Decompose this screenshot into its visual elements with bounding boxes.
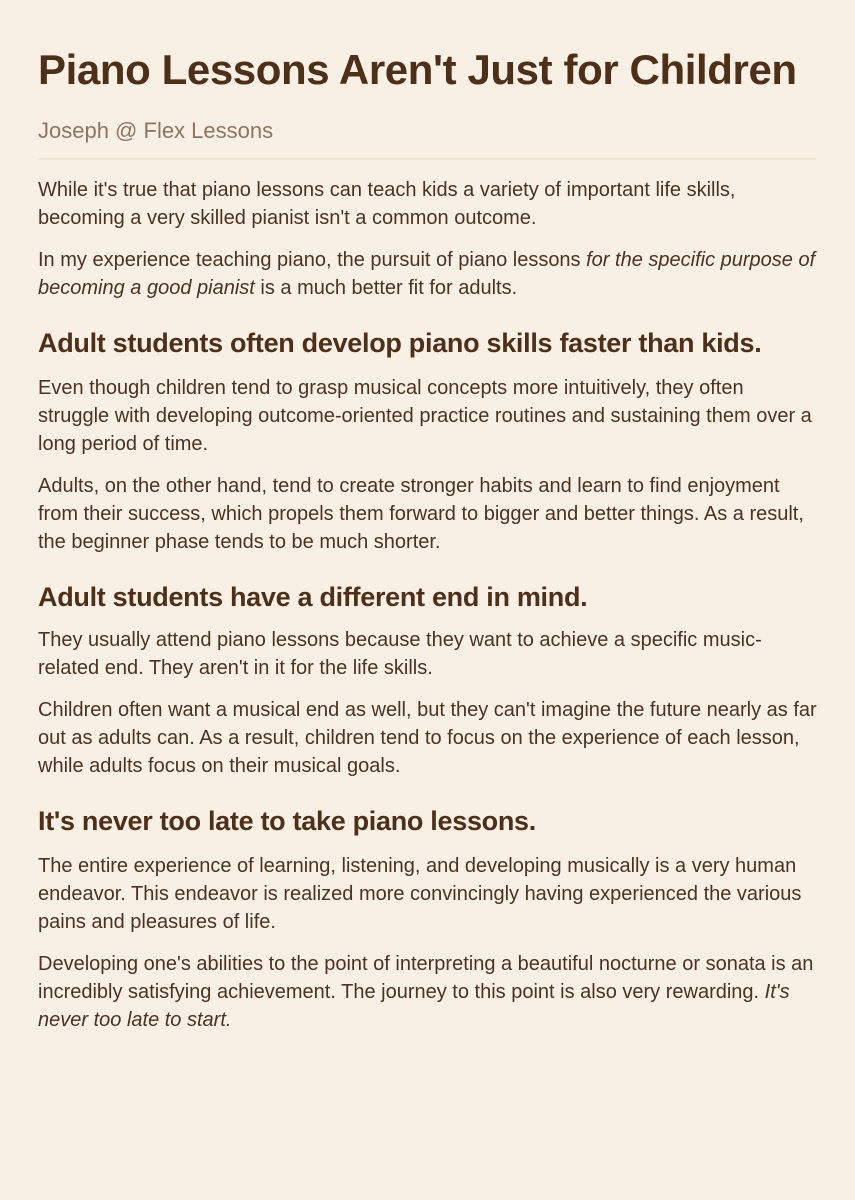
intro-text: is a much better fit for adults. (254, 277, 518, 299)
section-heading: It's never too late to take piano lessons. (38, 806, 536, 836)
section-heading: Adult students have a different end in mind. (38, 582, 588, 612)
intro-paragraph: While it's true that piano lessons can teach kids a variety of important life skills, becoming a very skilled pianist isn't a common outcome. (38, 179, 736, 229)
section-paragraph: They usually attend piano lessons because they want to achieve a specific music-related end. They aren't in it for the life skills. (38, 629, 762, 679)
section-paragraph: Adults, on the other hand, tend to create stronger habits and learn to find enjoyment from their success, which propels them forward to bigger and better things. As a result, the beginner phase tends to be much shorter. (38, 475, 804, 553)
section-heading: Adult students often develop piano skills faster than kids. (38, 328, 762, 358)
title-divider (38, 158, 816, 160)
section-paragraph: Even though children tend to grasp musical concepts more intuitively, they often struggle with developing outcome-oriented practice routines and sustaining them over a long period of time. (38, 377, 812, 455)
section-paragraph: Children often want a musical end as well, but they can't imagine the future nearly as far out as adults can. As a result, children tend to focus on the experience of each lesson, while adults focus on their musical goals. (38, 699, 817, 777)
section-paragraph: The entire experience of learning, listening, and developing musically is a very human endeavor. This endeavor is realized more convincingly having experienced the various pains and pleasures of life. (38, 855, 802, 933)
section-paragraph (38, 950, 817, 1034)
author-byline: Joseph @ Flex Lessons (38, 118, 274, 143)
closing-text: Developing one's abilities to the point of interpreting a beautiful nocturne or sonata is an incredibly satisfying achievement. The journey to this point is also very rewarding. (38, 953, 814, 1003)
closing-emphasis: It's never too late to start. (38, 981, 790, 1031)
intro-paragraph (38, 246, 817, 302)
intro-text: In my experience teaching piano, the pursuit of piano lessons (38, 249, 587, 271)
intro-emphasis: for the specific purpose of becoming a good pianist (38, 249, 816, 299)
article-title: Piano Lessons Aren't Just for Children (38, 46, 797, 93)
